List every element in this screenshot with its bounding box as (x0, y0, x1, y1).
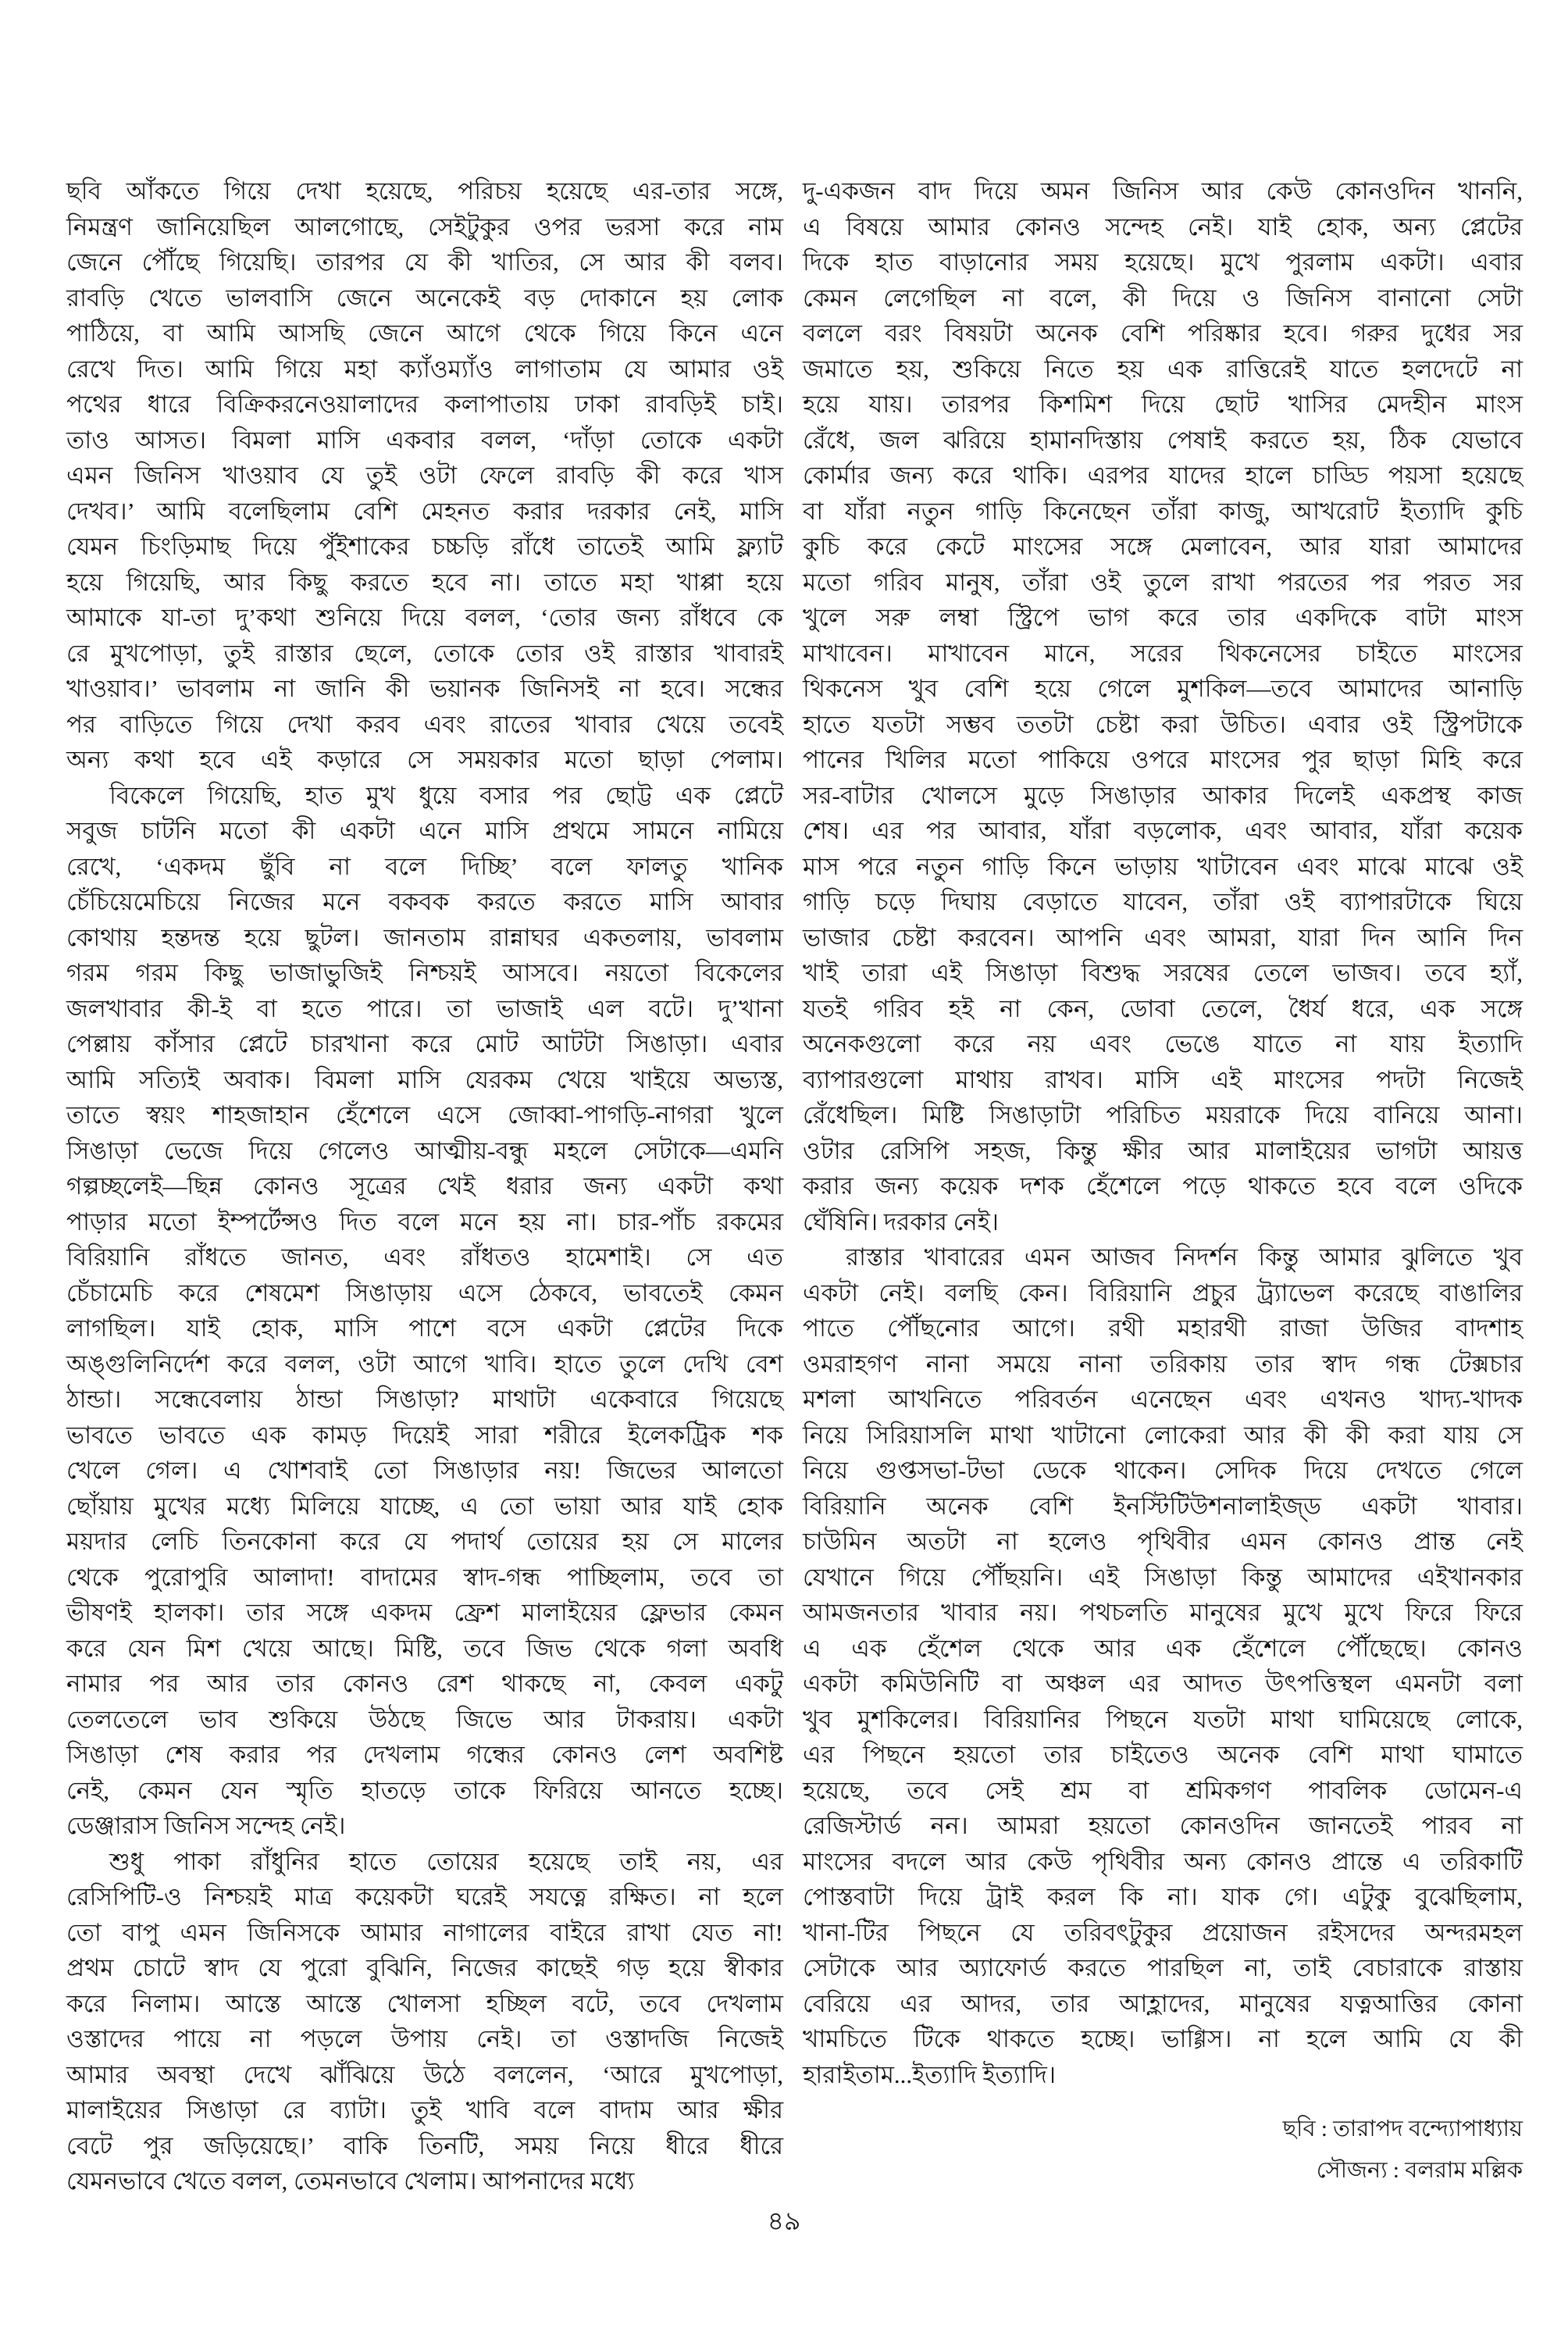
text-line: এমন জিনিস খাওয়াব যে তুই ওটা ফেলে রাবড়ি কী করে খাস (66, 462, 783, 489)
text-line: বিকেলে গিয়েছি, হাত মুখ ধুয়ে বসার পর ছোট্ট এক প্লেটে (109, 781, 783, 809)
text-line: রাস্তার খাবারের এমন আজব নিদর্শন কিন্তু আমার ঝুলিতে খুব (846, 1243, 1523, 1271)
text-line: জলখাবার কী-ই বা হতে পারে। তা ভাজাই এল বটে। দু’খানা (66, 994, 783, 1022)
text-line: ভাজার চেষ্টা করবেন। আপনি এবং আমরা, যারা দিন আনি দিন (803, 923, 1523, 951)
text-line: ওমরাহগণ নানা সময়ে নানা তরিকায় তার স্বাদ গন্ধ টেক্সচার (803, 1350, 1523, 1378)
text-line: নিয়ে সিরিয়াসলি মাথা খাটানো লোকেরা আর কী কী করা যায় সে (803, 1421, 1523, 1449)
text-line: পথের ধারে বিক্রিকরনেওয়ালাদের কলাপাতায় ঢাকা রাবড়িই চাই। (66, 390, 783, 418)
text-line: সেটাকে আর অ্যাফোর্ড করতে পারছিল না, তাই বেচারাকে রাস্তায় (803, 1954, 1523, 1981)
text-line: শুধু পাকা রাঁধুনির হাতে তোয়ের হয়েছে তাই নয়, এর (109, 1847, 783, 1875)
text-line: হাতে যতটা সম্ভব ততটা চেষ্টা করা উচিত। এবার ওই স্ট্রিপটাকে (803, 710, 1523, 738)
text-line: দিকে হাত বাড়ানোর সময় হয়েছে। মুখে পুরলাম একটা। এবার (803, 248, 1523, 276)
text-line: ওটার রেসিপি সহজ, কিন্তু ক্ষীর আর মালাইয়ের ভাগটা আয়ত্ত (803, 1136, 1523, 1164)
text-line: সিঙাড়া শেষ করার পর দেখলাম গন্ধের কোনও লেশ অবশিষ্ট (66, 1741, 783, 1768)
text-line: পাতে পৌঁছনোর আগে। রথী মহারথী রাজা উজির বাদশাহ (803, 1314, 1523, 1342)
text-line: যতই গরিব হই না কেন, ডোবা তেলে, ধৈর্য ধরে, এক সঙ্গে (803, 994, 1523, 1022)
text-line: মাস পরে নতুন গাড়ি কিনে ভাড়ায় খাটাবেন এবং মাঝে মাঝে ওই (803, 852, 1523, 880)
text-line: ছবি আঁকতে গিয়ে দেখা হয়েছে, পরিচয় হয়েছে এর-তার সঙ্গে, (66, 177, 783, 205)
text-line: আমজনতার খাবার নয়। পথচলতি মানুষের মুখে মুখে ফিরে ফিরে (803, 1599, 1523, 1626)
right-text-column (803, 173, 1523, 2092)
text-line: গাড়ি চড়ে দিঘায় বেড়াতে যাবেন, তাঁরা ওই ব্যাপারটাকে ঘিয়ে (803, 888, 1523, 915)
text-line: রেখে দিত। আমি গিয়ে মহা ক্যাঁওম্যাঁও লাগাতাম যে আমার ওই (66, 355, 783, 383)
courtesy-credit: সৌজন্য : বলরাম মল্লিক (1316, 2158, 1523, 2183)
text-line: পাঠিয়ে, বা আমি আসছি জেনে আগে থেকে গিয়ে কিনে এনে (66, 319, 783, 347)
text-line: প্রথম চোটে স্বাদ যে পুরো বুঝিনি, নিজের কাছেই গড় হয়ে স্বীকার (66, 1954, 783, 1981)
text-line: ঘেঁষিনি। দরকার নেই। (803, 1207, 1000, 1236)
text-line: বা যাঁরা নতুন গাড়ি কিনেছেন তাঁরা কাজু, আখরোট ইত্যাদি কুচি (803, 497, 1523, 525)
text-line: নিয়ে গুপ্তসভা-টভা ডেকে থাকেন। সেদিক দিয়ে দেখতে গেলে (803, 1457, 1523, 1484)
text-line: তাতে স্বয়ং শাহজাহান হেঁশেলে এসে জোব্বা-পাগড়ি-নাগরা খুলে (66, 1101, 783, 1129)
left-text-column (66, 173, 783, 2199)
page-number: ৪৯ (767, 2208, 801, 2236)
text-line: রাবড়ি খেতে ভালবাসি জেনে অনেকেই বড় দোকানে হয় লোক (66, 283, 783, 312)
text-line: বিরিয়ানি অনেক বেশি ইনস্টিটিউশনালাইজ্ড একটা খাবার। (803, 1492, 1523, 1520)
text-line: রেঁধে, জল ঝরিয়ে হামানদিস্তায় পেষাই করতে হয়, ঠিক যেভাবে (803, 426, 1523, 454)
text-line: খানা-টির পিছনে যে তরিবৎটুকুর প্রয়োজন রইসদের অন্দরমহল (803, 1918, 1523, 1946)
text-line: পর বাড়িতে গিয়ে দেখা করব এবং রাতের খাবার খেয়ে তবেই (66, 710, 783, 738)
text-line: চেঁচামেচি করে শেষমেশ সিঙাড়ায় এসে ঠেকবে, ভাবতেই কেমন (66, 1278, 783, 1307)
text-line: রেজিস্টার্ড নন। আমরা হয়তো কোনওদিন জানতেই পারব না (803, 1812, 1523, 1839)
text-line: ব্যাপারগুলো মাথায় রাখব। মাসি এই মাংসের পদটা নিজেই (803, 1065, 1523, 1093)
text-line: করার জন্য কয়েক দশক হেঁশেলে পড়ে থাকতে হবে বলে ওদিকে (803, 1172, 1523, 1200)
text-line: একটা কমিউনিটি বা অঞ্চল এর আদত উৎপত্তিস্থল এমনটা বলা (803, 1670, 1523, 1697)
text-line: শেষ। এর পর আবার, যাঁরা বড়লোক, এবং আবার, যাঁরা কয়েক (803, 817, 1523, 844)
text-line: মতো গরিব মানুষ, তাঁরা ওই তুলে রাখা পরতের পর পরত সর (803, 568, 1523, 596)
text-line: পোস্তবাটা দিয়ে ট্রাই করল কি না। যাক গে। এটুকু বুঝেছিলাম, (803, 1883, 1523, 1910)
text-line: আমি সত্যিই অবাক। বিমলা মাসি যেরকম খেয়ে খাইয়ে অভ্যস্ত, (66, 1065, 783, 1093)
text-line: ডেঞ্জারাস জিনিস সন্দেহ নেই। (66, 1812, 346, 1839)
text-line: তাও আসত। বিমলা মাসি একবার বলল, ‘দাঁড়া তোকে একটা (66, 426, 783, 454)
text-line: ভীষণই হালকা। তার সঙ্গে একদম ফ্রেশ মালাইয়ের ফ্লেভার কেমন (66, 1599, 783, 1626)
text-line: বিরিয়ানি রাঁধতে জানত, এবং রাঁধতও হামেশাই। সে এত (66, 1243, 783, 1271)
text-line: কোথায় হন্তদন্ত হয়ে ছুটল। জানতাম রান্নাঘর একতলায়, ভাবলাম (66, 923, 783, 951)
text-line: গল্পচ্ছলেই—ছিন্ন কোনও সূত্রের খেই ধরার জন্য একটা কথা (66, 1172, 783, 1200)
text-line: পানের খিলির মতো পাকিয়ে ওপরে মাংসের পুর ছাড়া মিহি করে (803, 746, 1523, 773)
text-line: দেখব।’ আমি বলেছিলাম বেশি মেহনত করার দরকার নেই, মাসি (66, 497, 783, 525)
text-line: অন্য কথা হবে এই কড়ারে সে সময়কার মতো ছাড়া পেলাম। (66, 746, 783, 773)
text-line: লাগছিল। যাই হোক, মাসি পাশে বসে একটা প্লেটের দিকে (66, 1314, 783, 1342)
text-line: চাউমিন অতটা না হলেও পৃথিবীর এমন কোনও প্রান্ত নেই (803, 1528, 1523, 1555)
text-line: মালাইয়ের সিঙাড়া রে ব্যাটা। তুই খাবি বলে বাদাম আর ক্ষীর (66, 2096, 783, 2124)
text-line: ভাবতে ভাবতে এক কামড় দিয়েই সারা শরীরে ইলেকট্রিক শক (66, 1421, 783, 1449)
text-line: আমার অবস্থা দেখে ঝাঁঝিয়ে উঠে বললেন, ‘আরে মুখপোড়া, (66, 2060, 783, 2088)
text-line: রেঁধেছিল। মিষ্টি সিঙাড়াটা পরিচিত ময়রাকে দিয়ে বানিয়ে আনা। (803, 1101, 1523, 1129)
text-line: এ এক হেঁশেল থেকে আর এক হেঁশেলে পৌঁছেছে। কোনও (803, 1634, 1523, 1662)
text-line: জমাতে হয়, শুকিয়ে নিতে হয় এক রাত্তিরেই যাতে হলদেটে না (803, 355, 1523, 383)
text-line: পেল্লায় কাঁসার প্লেটে চারখানা করে মোট আটটা সিঙাড়া। এবার (66, 1030, 783, 1057)
text-line: এর পিছনে হয়তো তার চাইতেও অনেক বেশি মাথা ঘামাতে (803, 1741, 1523, 1768)
text-line: খাওয়াব।’ ভাবলাম না জানি কী ভয়ানক জিনিসই না হবে। সন্ধের (66, 675, 783, 702)
text-line: খেলে গেল। এ খোশবাই তো সিঙাড়ার নয়! জিভের আলতো (66, 1457, 783, 1484)
text-line: সিঙাড়া ভেজে দিয়ে গেলেও আত্মীয়-বন্ধু মহলে সেটাকে—এমনি (66, 1136, 783, 1164)
text-line: ঠান্ডা। সন্ধেবেলায় ঠান্ডা সিঙাড়া? মাথাটা একেবারে গিয়েছে (66, 1385, 783, 1413)
text-line: সবুজ চাটনি মতো কী একটা এনে মাসি প্রথমে সামনে নামিয়ে (66, 817, 783, 844)
credits-block (1283, 2109, 1523, 2191)
photo-credit: ছবি : তারাপদ বন্দ্যোপাধ্যায় (1282, 2116, 1523, 2141)
text-line: হয়েছে, তবে সেই শ্রম বা শ্রমিকগণ পাবলিক ডোমেন-এ (803, 1776, 1523, 1804)
text-line: গরম গরম কিছু ভাজাভুজিই নিশ্চয়ই আসবে। নয়তো বিকেলের (66, 959, 783, 986)
text-line: ছোঁয়ায় মুখের মধ্যে মিলিয়ে যাচ্ছে, এ তো ভায়া আর যাই হোক (66, 1492, 783, 1520)
text-line: যেমনভাবে খেতে বলল, তেমনভাবে খেলাম। আপনাদের মধ্যে (66, 2167, 635, 2195)
text-line: থেকে পুরোপুরি আলাদা! বাদামের স্বাদ-গন্ধ পাচ্ছিলাম, তবে তা (66, 1563, 783, 1591)
text-line: হারাইতাম...ইত্যাদি ইত্যাদি। (803, 2060, 1057, 2088)
text-line: থিকনেস খুব বেশি হয়ে গেলে মুশকিল—তবে আমাদের আনাড়ি (803, 675, 1523, 702)
text-line: খাই তারা এই সিঙাড়া বিশুদ্ধ সরষের তেলে ভাজব। তবে হ্যাঁ, (803, 959, 1523, 986)
text-line: আমাকে যা-তা দু’কথা শুনিয়ে দিয়ে বলল, ‘তোর জন্য রাঁধবে কে (66, 604, 783, 631)
text-line: অনেকগুলো করে নয় এবং ভেঙে যাতে না যায় ইত্যাদি (803, 1030, 1523, 1057)
text-line: খামচিতে টিকে থাকতে হচ্ছে। ভাগ্গিস। না হলে আমি যে কী (803, 2025, 1523, 2052)
text-line: হয়ে গিয়েছি, আর কিছু করতে হবে না। তাতে মহা খাপ্পা হয়ে (66, 568, 783, 596)
text-line: বেটে পুর জড়িয়েছে।’ বাকি তিনটি, সময় নিয়ে ধীরে ধীরে (66, 2131, 783, 2159)
text-line: নামার পর আর তার কোনও রেশ থাকছে না, কেবল একটু (66, 1670, 783, 1697)
text-line: করে নিলাম। আস্তে আস্তে খোলসা হচ্ছিল বটে, তবে দেখলাম (66, 1989, 783, 2017)
text-line: করে যেন মিশ খেয়ে আছে। মিষ্টি, তবে জিভ থেকে গলা অবধি (66, 1634, 783, 1662)
text-line: খুলে সরু লম্বা স্ট্রিপে ভাগ করে তার একদিকে বাটা মাংস (803, 604, 1523, 631)
text-line: রে মুখপোড়া, তুই রাস্তার ছেলে, তোকে তোর ওই রাস্তার খাবারই (66, 639, 783, 667)
text-line: খুব মুশকিলের। বিরিয়ানির পিছনে যতটা মাথা ঘামিয়েছে লোকে, (803, 1705, 1523, 1733)
text-line: একটা নেই। বলছি কেন। বিরিয়ানি প্রচুর ট্র্যাভেল করেছে বাঙালির (803, 1278, 1523, 1307)
text-line: মাখাবেন। মাখাবেন মানে, সরের থিকনেসের চাইতে মাংসের (803, 639, 1523, 667)
text-line: অঙ্গুলিনির্দেশ করে বলল, ওটা আগে খাবি। হাতে তুলে দেখি বেশ (66, 1350, 783, 1378)
text-line: বেরিয়ে এর আদর, তার আহ্লাদের, মানুষের যত্নআত্তির কোনা (803, 1989, 1523, 2017)
text-line: নিমন্ত্রণ জানিয়েছিল আলগোছে, সেইটুকুর ওপর ভরসা করে নাম (66, 212, 783, 241)
text-line: যেমন চিংড়িমাছ দিয়ে পুঁইশাকের চচ্চড়ি রাঁধে তাতেই আমি ফ্ল্যাট (66, 533, 783, 560)
text-line: ওস্তাদের পায়ে না পড়লে উপায় নেই। তা ওস্তাদজি নিজেই (66, 2025, 783, 2052)
text-line: এ বিষয়ে আমার কোনও সন্দেহ নেই। যাই হোক, অন্য প্লেটের (803, 212, 1523, 241)
text-line: পাড়ার মতো ইম্পর্টেন্সও দিত বলে মনে হয় না। চার-পাঁচ রকমের (66, 1207, 783, 1236)
text-line: মাংসের বদলে আর কেউ পৃথিবীর অন্য কোনও প্রান্তে এ তরিকাটি (803, 1847, 1523, 1875)
text-line: তো বাপু এমন জিনিসকে আমার নাগালের বাইরে রাখা যেত না! (66, 1918, 783, 1946)
text-line: যেখানে গিয়ে পৌঁছয়নি। এই সিঙাড়া কিন্তু আমাদের এইখানকার (803, 1563, 1523, 1591)
text-line: মশলা আখনিতে পরিবর্তন এনেছেন এবং এখনও খাদ্য-খাদক (803, 1385, 1523, 1413)
text-line: বললে বরং বিষয়টা অনেক বেশি পরিষ্কার হবে। গরুর দুধের সর (803, 319, 1523, 347)
text-line: কোর্মার জন্য করে থাকি। এরপর যাদের হালে চাড্ডি পয়সা হয়েছে (803, 462, 1523, 489)
text-line: রেসিপিটি-ও নিশ্চয়ই মাত্র কয়েকটা ঘরেই সযত্নে রক্ষিত। না হলে (66, 1883, 783, 1910)
text-line: কেমন লেগেছিল না বলে, কী দিয়ে ও জিনিস বানানো সেটা (803, 283, 1523, 312)
text-line: তেলতেলে ভাব শুকিয়ে উঠছে জিভে আর টাকরায়। একটা (66, 1705, 783, 1733)
text-line: সর-বাটার খোলসে মুড়ে সিঙাড়ার আকার দিলেই একপ্রস্থ কাজ (803, 781, 1523, 809)
text-line: ময়দার লেচি তিনকোনা করে যে পদার্থ তোয়ের হয় সে মালের (66, 1528, 783, 1555)
text-line: চেঁচিয়েমেচিয়ে নিজের মনে বকবক করতে করতে মাসি আবার (66, 888, 783, 915)
text-line: দু-একজন বাদ দিয়ে অমন জিনিস আর কেউ কোনওদিন খাননি, (803, 177, 1523, 205)
text-line: কুচি করে কেটে মাংসের সঙ্গে মেলাবেন, আর যারা আমাদের (803, 533, 1523, 560)
text-line: জেনে পৌঁছে গিয়েছি। তারপর যে কী খাতির, সে আর কী বলব। (66, 248, 783, 276)
text-line: হয়ে যায়। তারপর কিশমিশ দিয়ে ছোট খাসির মেদহীন মাংস (803, 390, 1523, 418)
text-line: রেখে, ‘একদম ছুঁবি না বলে দিচ্ছি’ বলে ফালতু খানিক (66, 852, 783, 880)
text-line: নেই, কেমন যেন স্মৃতি হাতড়ে তাকে ফিরিয়ে আনতে হচ্ছে। (66, 1776, 783, 1804)
